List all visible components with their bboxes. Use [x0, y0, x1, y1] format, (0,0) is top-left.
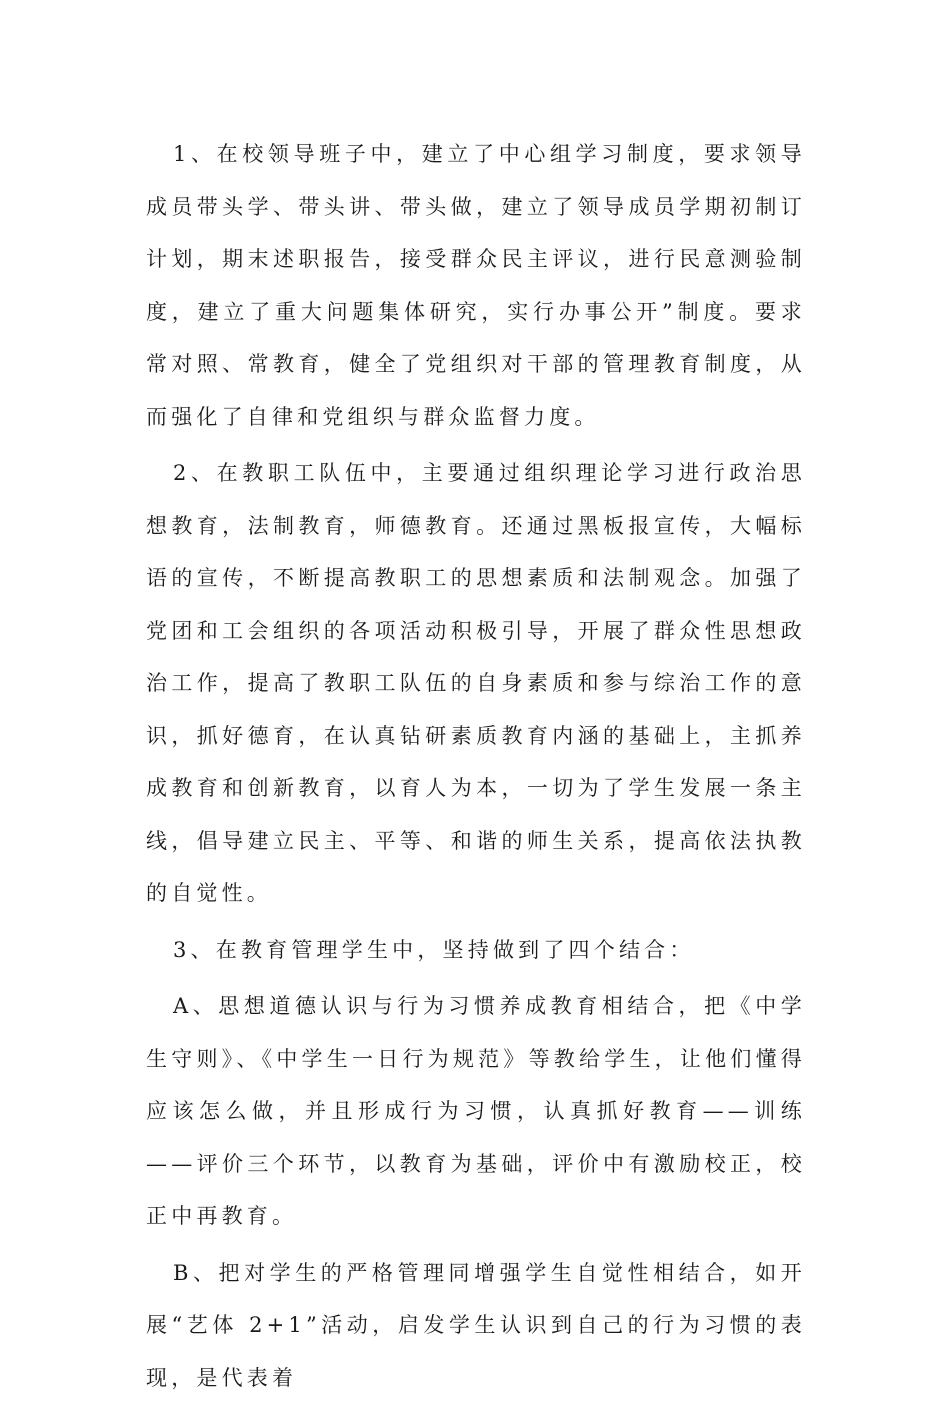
paragraph-1: 1、在校领导班子中，建立了中心组学习制度，要求领导成员带头学、带头讲、带头做，建立了领导成员学期初制订计划，期末述职报告，接受群众民主评议，进行民意测验制度，建立了重大问题集体研究，实行办事公开”制度。要求常对照、常教育，健全了党组织对干部的管理教育制度，从而强化了自律和党组织与群众监督力度。	[146, 142, 806, 429]
document-body	[146, 128, 806, 1408]
paragraph-2: 2、在教职工队伍中，主要通过组织理论学习进行政治思想教育，法制教育，师德教育。还通过黑板报宣传，大幅标语的宣传，不断提高教职工的思想素质和法制观念。加强了党团和工会组织的各项活动积极引导，开展了群众性思想政治工作，提高了教职工队伍的自身素质和参与综治工作的意识，抓好德育，在认真钻研素质教育内涵的基础上，主抓养成教育和创新教育，以育人为本，一切为了学生发展一条主线，倡导建立民主、平等、和谐的师生关系，提高依法执教的自觉性。	[146, 461, 806, 905]
paragraph-3: 3、在教育管理学生中，坚持做到了四个结合：	[173, 937, 695, 962]
paragraph-4: A、思想道德认识与行为习惯养成教育相结合，把《中学生守则》、《中学生一日行为规范》等教给学生，让他们懂得应该怎么做，并且形成行为习惯，认真抓好教育——训练——评价三个环节，以教育为基础，评价中有激励校正，校正中再教育。	[146, 994, 806, 1228]
paragraph-5: B、把对学生的严格管理同增强学生自觉性相结合，如开展“艺体 2+1”活动，启发学生认识到自己的行为习惯的表现，是代表着	[146, 1260, 806, 1390]
